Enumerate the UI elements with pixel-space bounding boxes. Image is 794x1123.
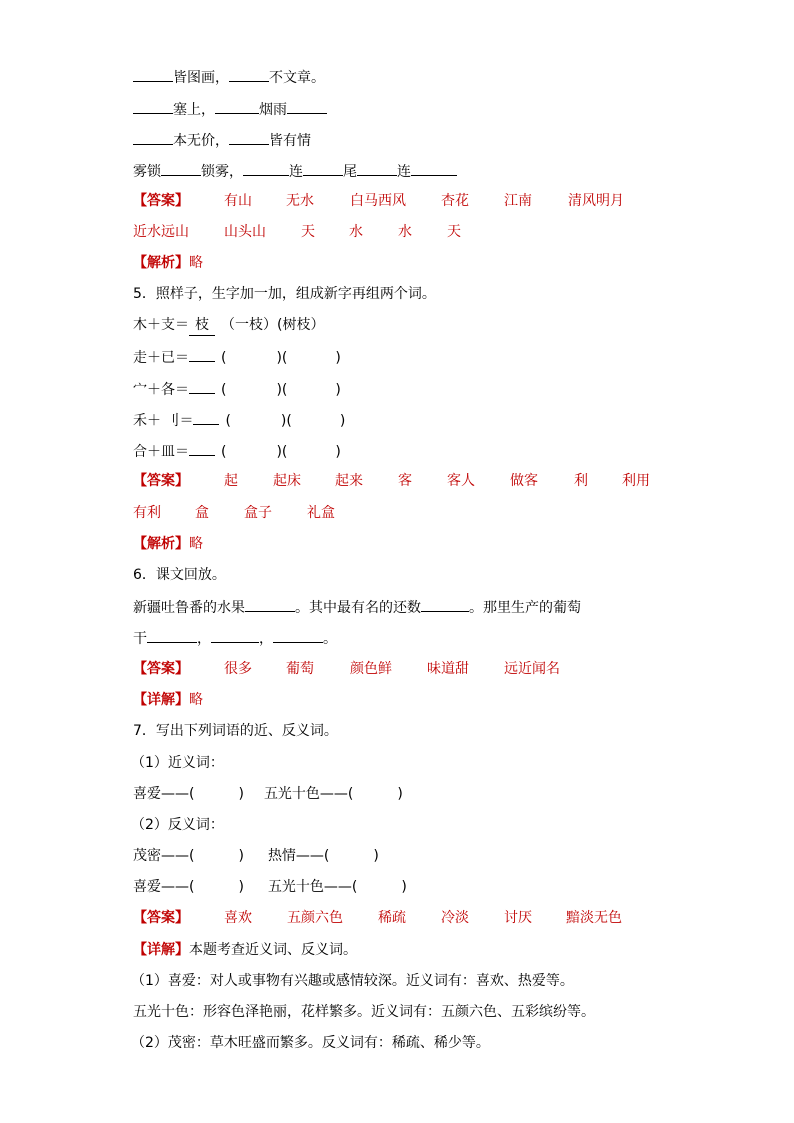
q7-sub1: （1）近义词： [131,755,224,771]
q7-syn-row: 喜爱——( ) 五光十色——( ) [133,786,403,802]
blank[interactable] [133,98,173,114]
answer-item: 五颜六色 [287,910,343,926]
blank[interactable] [287,98,327,114]
blank[interactable] [193,409,219,425]
q5-row: 走＋已＝ ( )( ) [133,346,341,368]
answer-item: 有山 [224,193,252,209]
blank[interactable] [229,129,269,145]
answer-item: 清风明月 [568,193,624,209]
answer-item: 远近闻名 [504,661,560,677]
blank[interactable] [421,596,469,612]
blank[interactable] [189,346,215,362]
answer-item: 喜欢 [224,910,252,926]
q5-answer-label: 【答案】 [133,473,189,489]
answer-item: 水 [349,224,363,240]
blank[interactable] [189,440,215,456]
answer-item: 盒 [195,505,209,521]
answer-item: 客 [398,473,412,489]
answer-item: 利用 [622,473,650,489]
q4-analysis: 【解析】略 [133,255,203,271]
blank[interactable] [243,160,289,176]
q7-ant-row1: 茂密——( ) 热情——( ) [133,848,379,864]
answer-item: 颜色鲜 [350,661,392,677]
blank[interactable] [189,378,215,394]
q6-line2: 干 ， ， 。 [133,627,337,649]
answer-item: 天 [447,224,461,240]
blank[interactable] [133,66,173,82]
answer-item: 黯淡无色 [566,910,622,926]
blank[interactable] [229,66,269,82]
answer-item: 盒子 [244,505,272,521]
blank[interactable] [161,160,201,176]
blank[interactable] [133,129,173,145]
answer-item: 水 [398,224,412,240]
answer-item: 讨厌 [504,910,532,926]
q4-line4: 雾锁 锁雾， 连 尾 连 [133,160,457,182]
blank[interactable] [357,160,397,176]
answer-item: 有利 [133,505,161,521]
answer-item: 冷淡 [441,910,469,926]
q4-answer-label: 【答案】 [133,193,189,209]
answer-item: 杏花 [441,193,469,209]
blank[interactable] [411,160,457,176]
answer-item: 葡萄 [286,661,314,677]
q7-exp1: （1）喜爱：对人或事物有兴趣或感情较深。近义词有：喜欢、热爱等。 [131,973,574,989]
answer-item: 客人 [447,473,475,489]
answer-item: 味道甜 [427,661,469,677]
answer-item: 白马西风 [350,193,406,209]
answer-item: 山头山 [224,224,266,240]
blank[interactable] [215,98,259,114]
q5-row: 合＋皿＝ ( )( ) [133,440,341,462]
blank[interactable] [303,160,343,176]
blank[interactable] [147,627,197,643]
q7-exp2: 五光十色：形容色泽艳丽，花样繁多。近义词有：五颜六色、五彩缤纷等。 [133,1004,595,1020]
answer-item: 做客 [510,473,538,489]
blank[interactable] [245,596,295,612]
answer-item: 利 [574,473,588,489]
q7-answer-label: 【答案】 [133,910,189,926]
q5-row: 宀＋各＝ ( )( ) [133,378,341,400]
answer-item: 礼盒 [307,505,335,521]
blank[interactable] [273,627,323,643]
blank[interactable] [211,627,259,643]
q6-answer-label: 【答案】 [133,661,189,677]
answer-item: 很多 [224,661,252,677]
q4-line1: 皆图画， 不文章。 [133,66,325,88]
q5-title: 5．照样子，生字加一加，组成新字再组两个词。 [133,286,436,302]
q6-detail: 【详解】略 [133,692,203,708]
answer-item: 天 [301,224,315,240]
q6-line1: 新疆吐鲁番的水果 。其中最有名的还数 。那里生产的葡萄 [133,596,581,618]
q5-row: 禾＋ 刂＝ ( )( ) [133,409,345,431]
answer-item: 无水 [286,193,314,209]
answer-item: 稀疏 [378,910,406,926]
q5-example: 木＋支＝ 枝 （一枝）(树枝） [133,315,324,336]
q5-analysis: 【解析】略 [133,536,203,552]
answer-item: 近水远山 [133,224,189,240]
q6-title: 6．课文回放。 [133,567,226,583]
q7-title: 7．写出下列词语的近、反义词。 [133,723,338,739]
q7-ant-row2: 喜爱——( ) 五光十色——( ) [133,879,407,895]
q7-sub2: （2）反义词： [131,817,224,833]
answer-item: 起 [224,473,238,489]
q4-line2: 塞上， 烟雨 [133,98,327,120]
q7-exp3: （2）茂密：草木旺盛而繁多。反义词有：稀疏、稀少等。 [131,1035,490,1051]
q7-detail: 【详解】本题考查近义词、反义词。 [133,942,357,958]
answer-item: 起床 [273,473,301,489]
q4-line3: 本无价， 皆有情 [133,129,311,151]
answer-item: 江南 [504,193,532,209]
answer-item: 起来 [335,473,363,489]
